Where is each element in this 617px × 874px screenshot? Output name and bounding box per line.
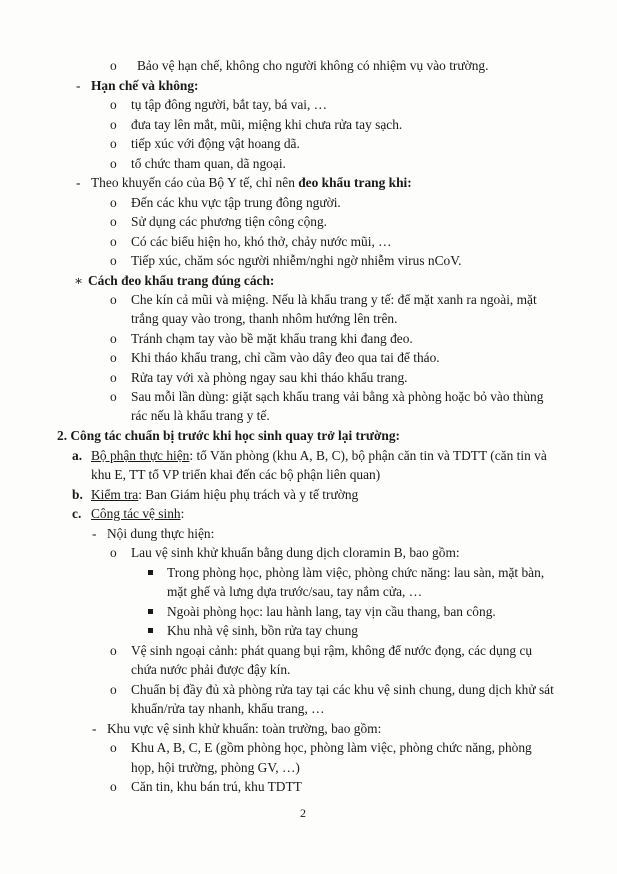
circle-bullet: o xyxy=(110,370,117,385)
text-line: họp, hội trường, phòng GV, …) xyxy=(131,760,300,775)
text-line: Vệ sinh ngoại cảnh: phát quang bụi rậm, không để nước đọng, các dụng cụ xyxy=(131,643,533,658)
text-line: tổ chức tham quan, dã ngoại. xyxy=(131,156,286,171)
section-title: 2. Công tác chuẩn bị trước khi học sinh quay trở lại trường: xyxy=(57,428,400,443)
text-line: khu E, TT tổ VP triển khai đến các bộ phận liên quan) xyxy=(91,467,381,482)
text-line: đưa tay lên mắt, mũi, miệng khi chưa rửa tay sạch. xyxy=(131,117,403,132)
star-bullet: ∗ xyxy=(74,273,84,288)
text-line: Che kín cả mũi và miệng. Nếu là khẩu trang y tế: để mặt xanh ra ngoài, mặt xyxy=(131,292,537,307)
circle-bullet: o xyxy=(110,292,117,307)
circle-bullet: o xyxy=(110,195,117,210)
text-line: Trong phòng học, phòng làm việc, phòng chức năng: lau sàn, mặt bàn, xyxy=(167,565,545,580)
text-line: mặt ghế và lưng dựa trước/sau, tay nắm cửa, … xyxy=(167,584,423,599)
circle-bullet: o xyxy=(110,214,117,229)
square-bullet xyxy=(148,609,153,614)
text-line: Khu A, B, C, E (gồm phòng học, phòng làm việc, phòng chức năng, phòng xyxy=(131,740,532,755)
text-line: Ngoài phòng học: lau hành lang, tay vịn cầu thang, ban công. xyxy=(167,604,496,619)
circle-bullet: o xyxy=(110,350,117,365)
text-line: Khu vực vệ sinh khử khuẩn: toàn trường, bao gồm: xyxy=(107,721,382,736)
text-line: chứa nước phải được đậy kín. xyxy=(131,662,291,677)
section-heading: Cách đeo khẩu trang đúng cách: xyxy=(88,273,275,288)
text-line: Tránh chạm tay vào bề mặt khẩu trang khi đang đeo. xyxy=(131,331,413,346)
circle-bullet: o xyxy=(110,779,117,794)
square-bullet xyxy=(148,628,153,633)
circle-bullet: o xyxy=(110,331,117,346)
circle-bullet: o xyxy=(110,234,117,249)
text-line: Công tác vệ sinh: xyxy=(91,506,185,521)
text-line: Kiểm tra: Ban Giám hiệu phụ trách và y tế trường xyxy=(91,487,359,502)
text-line: Khi tháo khẩu trang, chỉ cầm vào dây đeo qua tai để tháo. xyxy=(131,350,440,365)
text-line: Lau vệ sinh khử khuẩn bằng dung dịch cloramin B, bao gồm: xyxy=(131,545,460,560)
text-line: trắng quay vào trong, thanh nhôm hướng lên trên. xyxy=(131,311,398,326)
text-line: Có các biểu hiện ho, khó thở, chảy nước mũi, … xyxy=(131,234,392,249)
dash-bullet: - xyxy=(76,78,81,93)
dash-bullet: - xyxy=(76,175,81,190)
text-line: khuẩn/rửa tay nhanh, khẩu trang, … xyxy=(131,701,325,716)
circle-bullet: o xyxy=(110,97,117,112)
text-line: tiếp xúc với động vật hoang dã. xyxy=(131,136,300,151)
circle-bullet: o xyxy=(110,58,117,73)
text-line: Bộ phận thực hiện: tổ Văn phòng (khu A, B, C), bộ phận căn tin và TDTT (căn tin và xyxy=(91,448,547,463)
text-line: Khu nhà vệ sinh, bồn rửa tay chung xyxy=(167,623,358,638)
square-bullet xyxy=(148,570,153,575)
text-line: Theo khuyến cáo của Bộ Y tế, chỉ nên đeo khẩu trang khi: xyxy=(91,175,412,190)
text-line: Rửa tay với xà phòng ngay sau khi tháo khẩu trang. xyxy=(131,370,408,385)
circle-bullet: o xyxy=(110,136,117,151)
circle-bullet: o xyxy=(110,389,117,404)
text-line: tụ tập đông người, bắt tay, bá vai, … xyxy=(131,97,328,112)
text-line: Sau mỗi lần dùng: giặt sạch khẩu trang vải bằng xà phòng hoặc bỏ vào thùng xyxy=(131,389,544,404)
circle-bullet: o xyxy=(110,643,117,658)
circle-bullet: o xyxy=(110,156,117,171)
text-line: rác nếu là khẩu trang y tế. xyxy=(131,408,270,423)
circle-bullet: o xyxy=(110,253,117,268)
text-line: Sử dụng các phương tiện công cộng. xyxy=(131,214,328,229)
text-line: Nội dung thực hiện: xyxy=(107,526,215,541)
page-number: 2 xyxy=(300,806,306,820)
item-letter: b. xyxy=(72,487,83,502)
item-letter: a. xyxy=(72,448,83,463)
text-line: Chuẩn bị đầy đủ xà phòng rửa tay tại các khu vệ sinh chung, dung dịch khử sát xyxy=(131,682,554,697)
item-letter: c. xyxy=(72,506,82,521)
section-heading: Hạn chế và không: xyxy=(91,78,199,93)
dash-bullet: - xyxy=(92,721,97,736)
text-line: Bảo vệ hạn chế, không cho người không có nhiệm vụ vào trường. xyxy=(137,58,489,73)
text-line: Tiếp xúc, chăm sóc người nhiễm/nghi ngờ nhiễm virus nCoV. xyxy=(131,253,462,268)
circle-bullet: o xyxy=(110,682,117,697)
dash-bullet: - xyxy=(92,526,97,541)
text-line: Đến các khu vực tập trung đông người. xyxy=(131,195,341,210)
circle-bullet: o xyxy=(110,117,117,132)
circle-bullet: o xyxy=(110,740,117,755)
circle-bullet: o xyxy=(110,545,117,560)
text-line: Căn tin, khu bán trú, khu TDTT xyxy=(131,779,302,794)
